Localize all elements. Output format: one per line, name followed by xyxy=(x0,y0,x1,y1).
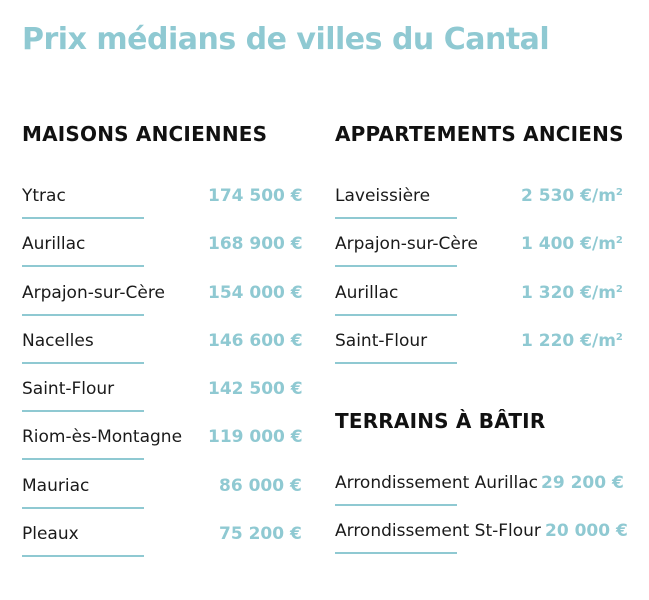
city-name: Laveissière xyxy=(335,186,431,206)
row-divider xyxy=(335,265,457,267)
city-name: Mauriac xyxy=(22,475,90,496)
city-name: Saint-Flour xyxy=(22,379,115,400)
median-price: 174 500 € xyxy=(208,186,303,206)
median-price: 154 000 € xyxy=(208,282,303,303)
maisons-list xyxy=(22,186,312,572)
row-divider xyxy=(22,362,144,364)
list-item xyxy=(335,283,635,331)
row-divider xyxy=(22,217,144,219)
list-item xyxy=(22,379,312,427)
city-name: Aurillac xyxy=(22,234,86,255)
section-heading-terrains: TERRAINS À BÂTIR xyxy=(335,409,546,433)
row-divider xyxy=(335,552,457,554)
section-heading-maisons: MAISONS ANCIENNES xyxy=(22,122,268,146)
area-name: Arrondissement St-Flour xyxy=(335,521,541,542)
median-price: 142 500 € xyxy=(208,379,303,400)
median-price: 168 900 € xyxy=(208,234,303,255)
city-name: Riom-ès-Montagne xyxy=(22,427,183,448)
list-item xyxy=(22,331,312,379)
row-divider xyxy=(335,504,457,506)
list-item xyxy=(22,283,312,331)
list-item xyxy=(22,524,312,572)
row-divider xyxy=(22,458,144,460)
list-item xyxy=(22,476,312,524)
appartements-list xyxy=(335,186,635,379)
median-price: 29 200 € xyxy=(541,473,624,493)
area-name: Arrondissement Aurillac xyxy=(335,473,538,493)
median-price: 20 000 € xyxy=(545,521,628,542)
row-divider xyxy=(335,314,457,316)
list-item xyxy=(22,186,312,234)
city-name: Ytrac xyxy=(22,186,66,206)
terrains-list xyxy=(335,473,635,570)
city-name: Arpajon-sur-Cère xyxy=(22,282,165,303)
city-name: Arpajon-sur-Cère xyxy=(335,234,478,255)
row-divider xyxy=(22,314,144,316)
page-title: Prix médians de villes du Cantal xyxy=(22,22,550,57)
row-divider xyxy=(335,362,457,364)
city-name: Aurillac xyxy=(335,282,399,303)
list-item xyxy=(335,186,635,234)
row-divider xyxy=(22,410,144,412)
city-name: Nacelles xyxy=(22,330,94,351)
section-heading-appartements: APPARTEMENTS ANCIENS xyxy=(335,122,624,146)
list-item xyxy=(335,234,635,282)
median-price: 1 320 $€/m^2$ xyxy=(521,282,623,303)
list-item xyxy=(22,234,312,282)
median-price: 1 400 $€/m^2$ xyxy=(521,234,623,255)
city-name: Saint-Flour xyxy=(335,330,428,351)
median-price: 1 220 $€/m^2$ xyxy=(521,330,623,351)
list-item xyxy=(22,427,312,475)
row-divider xyxy=(22,555,144,557)
median-price: 2 530 $€/m^2$ xyxy=(521,186,623,206)
row-divider xyxy=(22,265,144,267)
row-divider xyxy=(22,507,144,509)
median-price: 86 000 € xyxy=(219,475,302,496)
row-divider xyxy=(335,217,457,219)
list-item xyxy=(335,521,635,569)
median-price: 146 600 € xyxy=(208,330,303,351)
median-price: 119 000 € xyxy=(208,427,303,448)
median-price: 75 200 € xyxy=(219,524,302,545)
list-item xyxy=(335,473,635,521)
list-item xyxy=(335,331,635,379)
city-name: Pleaux xyxy=(22,524,79,545)
